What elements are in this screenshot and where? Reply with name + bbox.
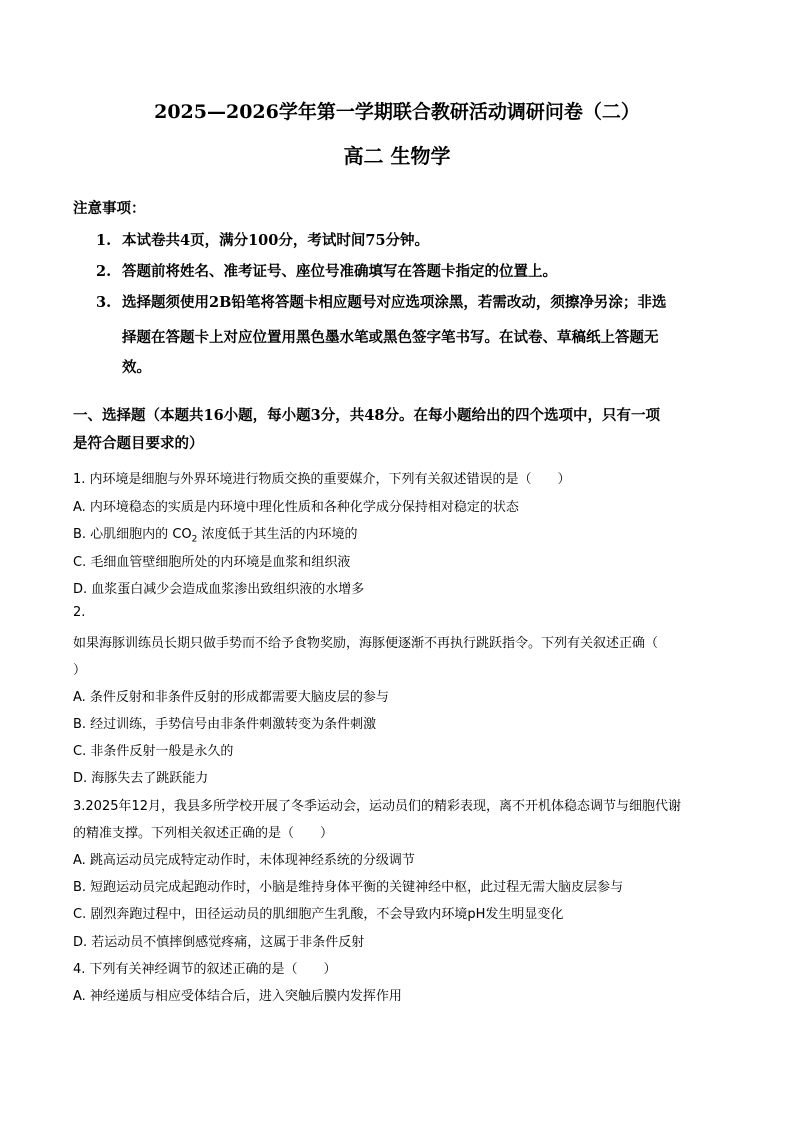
notice-item-3	[96, 288, 726, 318]
section-heading-continuation: 是符合题目要求的）	[73, 435, 204, 452]
question-2-option-a: A. 条件反射和非条件反射的形成都需要大脑皮层的参与	[73, 690, 389, 705]
option-text: B. 心肌细胞内的 CO	[73, 527, 192, 542]
option-text: 浓度低于其生活的内环境的	[197, 527, 358, 542]
question-4-option-a: A. 神经递质与相应受体结合后，进入突触后膜内发挥作用	[73, 989, 402, 1004]
notice-item-number: 2.	[96, 263, 112, 280]
exam-title: 2025—2026学年第一学期联合教研活动调研问卷（二）	[154, 101, 640, 123]
question-1-option-a: A. 内环境稳态的实质是内环境中理化性质和各种化学成分保持相对稳定的状态	[73, 500, 519, 515]
question-1-option-c: C. 毛细血管壁细胞所处的内环境是血浆和组织液	[73, 555, 351, 570]
question-3-stem-continuation: 的精准支撑。下列相关叙述正确的是（ ）	[73, 826, 334, 841]
question-4-stem: 4. 下列有关神经调节的叙述正确的是（ ）	[73, 962, 337, 977]
exam-subtitle: 高二 生物学	[343, 144, 451, 168]
question-3-option-d: D. 若运动员不慎摔倒感觉疼痛，这属于非条件反射	[73, 935, 365, 950]
question-1-stem: 1. 内环境是细胞与外界环境进行物质交换的重要媒介，下列有关叙述错误的是（ ）	[73, 472, 571, 487]
question-2-number: 2.	[73, 605, 86, 620]
notice-item-1	[96, 226, 726, 256]
question-2-stem: 如果海豚训练员长期只做手势而不给予食物奖励，海豚便逐渐不再执行跳跃指令。下列有关叙述正确（	[73, 636, 659, 651]
subscript: 2	[191, 534, 198, 545]
notice-item-number: 3.	[96, 294, 112, 311]
question-2-option-c: C. 非条件反射一般是永久的	[73, 744, 234, 759]
notice-label: 注意事项：	[73, 200, 146, 217]
question-3-option-b: B. 短跑运动员完成起跑动作时，小脑是维持身体平衡的关键神经中枢，此过程无需大脑皮层参与	[73, 880, 624, 895]
notice-item-number: 1.	[96, 232, 112, 249]
notice-item-3-continuation: 择题在答题卡上对应位置用黑色墨水笔或黑色签字笔书写。在试卷、草稿纸上答题无	[122, 329, 659, 346]
notice-item-text: 选择题须使用2B铅笔将答题卡相应题号对应选项涂黑，若需改动，须擦净另涂；非选	[122, 294, 667, 311]
question-1-option-b	[73, 523, 358, 545]
question-2-option-d: D. 海豚失去了跳跃能力	[73, 771, 209, 786]
notice-item-text: 本试卷共4页，满分100分，考试时间75分钟。	[122, 232, 430, 249]
section-heading: 一、选择题（本题共16小题，每小题3分，共48分。在每小题给出的四个选项中，只有一项	[73, 407, 660, 424]
notice-item-text: 答题前将姓名、准考证号、座位号准确填写在答题卡指定的位置上。	[122, 263, 557, 280]
question-3-stem: 3.2025年12月，我县多所学校开展了冬季运动会，运动员们的精彩表现，离不开机体稳态调节与细胞代谢	[73, 799, 682, 814]
notice-item-3-continuation: 效。	[122, 359, 151, 376]
question-2-stem-continuation: ）	[73, 663, 87, 678]
notice-item-2	[96, 257, 726, 287]
question-3-option-a: A. 跳高运动员完成特定动作时，未体现神经系统的分级调节	[73, 853, 415, 868]
question-3-option-c: C. 剧烈奔跑过程中，田径运动员的肌细胞产生乳酸，不会导致内环境pH发生明显变化	[73, 907, 564, 922]
question-1-option-d: D. 血浆蛋白减少会造成血浆渗出致组织液的水增多	[73, 582, 365, 597]
question-2-option-b: B. 经过训练，手势信号由非条件刺激转变为条件刺激	[73, 717, 377, 732]
